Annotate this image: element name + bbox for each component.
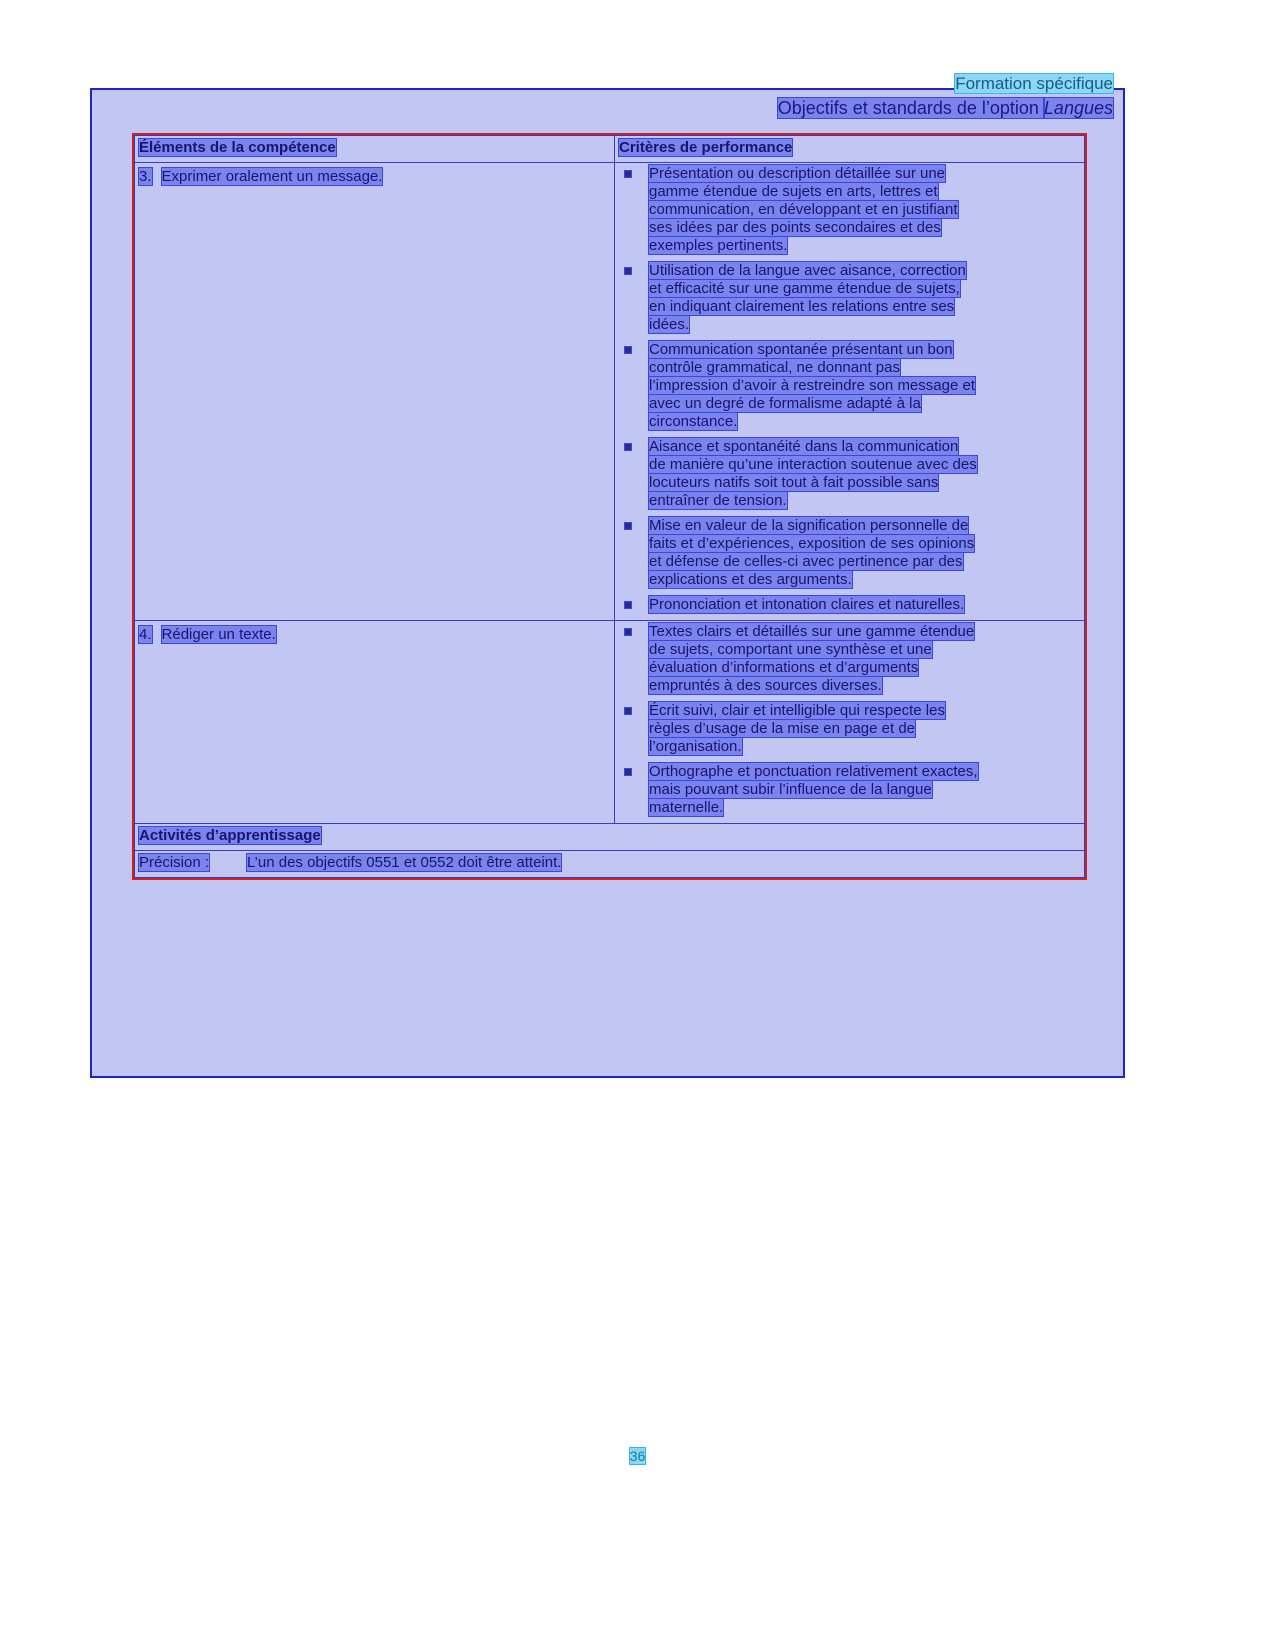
list-item xyxy=(619,342,1080,430)
criteria-line: explications et des arguments. xyxy=(649,571,852,588)
criteria-line: l’impression d’avoir à restreindre son message et xyxy=(649,377,975,394)
criteria-line: Aisance et spontanéité dans la communication xyxy=(649,438,959,455)
table-header-cell-elements xyxy=(135,136,615,163)
criteria-line: idées. xyxy=(649,316,690,333)
criteria-line: Mise en valeur de la signification personnelle de xyxy=(649,517,969,534)
bullet-icon xyxy=(625,523,631,529)
activities-title: Activités d’apprentissage xyxy=(139,827,321,844)
criteria-list-4 xyxy=(619,624,1080,816)
criteria-cell-3 xyxy=(615,163,1085,621)
criteria-line: locuteurs natifs soit tout à fait possible sans xyxy=(649,474,939,491)
bullet-icon xyxy=(625,444,631,450)
header-option-name: Langues xyxy=(1043,98,1113,118)
criteria-line: l’organisation. xyxy=(649,738,742,755)
element-line xyxy=(139,168,610,186)
criteria-line: empruntés à des sources diverses. xyxy=(649,677,882,694)
criteria-line: ses idées par des points secondaires et des xyxy=(649,219,941,236)
list-item xyxy=(619,439,1080,509)
criteria-list-3 xyxy=(619,166,1080,613)
page-number: 36 xyxy=(629,1448,646,1464)
list-item xyxy=(619,764,1080,816)
bullet-icon xyxy=(625,769,631,775)
element-line xyxy=(139,626,610,644)
column-header-elements: Éléments de la compétence xyxy=(139,139,336,156)
criteria-cell-4 xyxy=(615,621,1085,824)
page-header xyxy=(92,74,1123,119)
element-number-3: 3. xyxy=(139,168,152,185)
criteria-line: Communication spontanée présentant un bon xyxy=(649,341,953,358)
list-item xyxy=(619,263,1080,333)
criteria-line: en indiquant clairement les relations entre ses xyxy=(649,298,955,315)
table-header-cell-criteria xyxy=(615,136,1085,163)
activities-cell xyxy=(135,824,1085,851)
bullet-icon xyxy=(625,629,631,635)
bullet-icon xyxy=(625,347,631,353)
criteria-line: gamme étendue de sujets en arts, lettres et xyxy=(649,183,938,200)
criteria-line: maternelle. xyxy=(649,799,724,816)
bullet-icon xyxy=(625,708,631,714)
bullet-icon xyxy=(625,268,631,274)
competency-table-wrapper xyxy=(132,133,1087,880)
criteria-line: faits et d’expériences, exposition de ses opinions xyxy=(649,535,975,552)
activities-row xyxy=(135,824,1085,851)
criteria-line: communication, en développant et en justifiant xyxy=(649,201,958,218)
header-subtitle xyxy=(92,98,1113,119)
criteria-line: Utilisation de la langue avec aisance, correction xyxy=(649,262,966,279)
page-footer xyxy=(0,1448,1275,1466)
element-text-3: Exprimer oralement un message. xyxy=(161,168,383,185)
precision-row xyxy=(135,851,1085,878)
criteria-line: circonstance. xyxy=(649,413,738,430)
header-objectifs-text: Objectifs et standards de l’option xyxy=(777,98,1044,118)
list-item xyxy=(619,597,1080,613)
criteria-line: et défense de celles-ci avec pertinence par des xyxy=(649,553,963,570)
criteria-line: contrôle grammatical, ne donnant pas xyxy=(649,359,900,376)
criteria-line: Présentation ou description détaillée sur une xyxy=(649,165,946,182)
bullet-icon xyxy=(625,602,631,608)
criteria-line: exemples pertinents. xyxy=(649,237,788,254)
list-item xyxy=(619,703,1080,755)
header-formation-specifique: Formation spécifique xyxy=(955,74,1113,93)
competency-table xyxy=(134,135,1085,878)
criteria-line: Orthographe et ponctuation relativement exactes, xyxy=(649,763,978,780)
element-number-4: 4. xyxy=(139,626,152,643)
criteria-line: et efficacité sur une gamme étendue de sujets, xyxy=(649,280,960,297)
precision-text: L’un des objectifs 0551 et 0552 doit être atteint. xyxy=(247,854,562,871)
column-header-criteria: Critères de performance xyxy=(619,139,793,156)
bullet-icon xyxy=(625,171,631,177)
precision-label: Précision : xyxy=(139,854,210,871)
element-cell-3 xyxy=(135,163,615,621)
list-item xyxy=(619,166,1080,254)
table-header-row xyxy=(135,136,1085,163)
criteria-line: de manière qu’une interaction soutenue avec des xyxy=(649,456,977,473)
element-cell-4 xyxy=(135,621,615,824)
criteria-line: évaluation d’informations et d’arguments xyxy=(649,659,919,676)
criteria-line: règles d’usage de la mise en page et de xyxy=(649,720,916,737)
precision-cell xyxy=(135,851,1085,878)
criteria-line: mais pouvant subir l’influence de la langue xyxy=(649,781,932,798)
element-text-4: Rédiger un texte. xyxy=(161,626,276,643)
criteria-line: de sujets, comportant une synthèse et une xyxy=(649,641,932,658)
table-row xyxy=(135,621,1085,824)
criteria-line: avec un degré de formalisme adapté à la xyxy=(649,395,921,412)
list-item xyxy=(619,624,1080,694)
document-page xyxy=(90,74,1125,1078)
header-section-label xyxy=(92,74,1113,94)
criteria-line: Écrit suivi, clair et intelligible qui respecte les xyxy=(649,702,945,719)
table-row xyxy=(135,163,1085,621)
criteria-line: entraîner de tension. xyxy=(649,492,787,509)
list-item xyxy=(619,518,1080,588)
criteria-line: Prononciation et intonation claires et naturelles. xyxy=(649,596,965,613)
criteria-line: Textes clairs et détaillés sur une gamme étendue xyxy=(649,623,975,640)
